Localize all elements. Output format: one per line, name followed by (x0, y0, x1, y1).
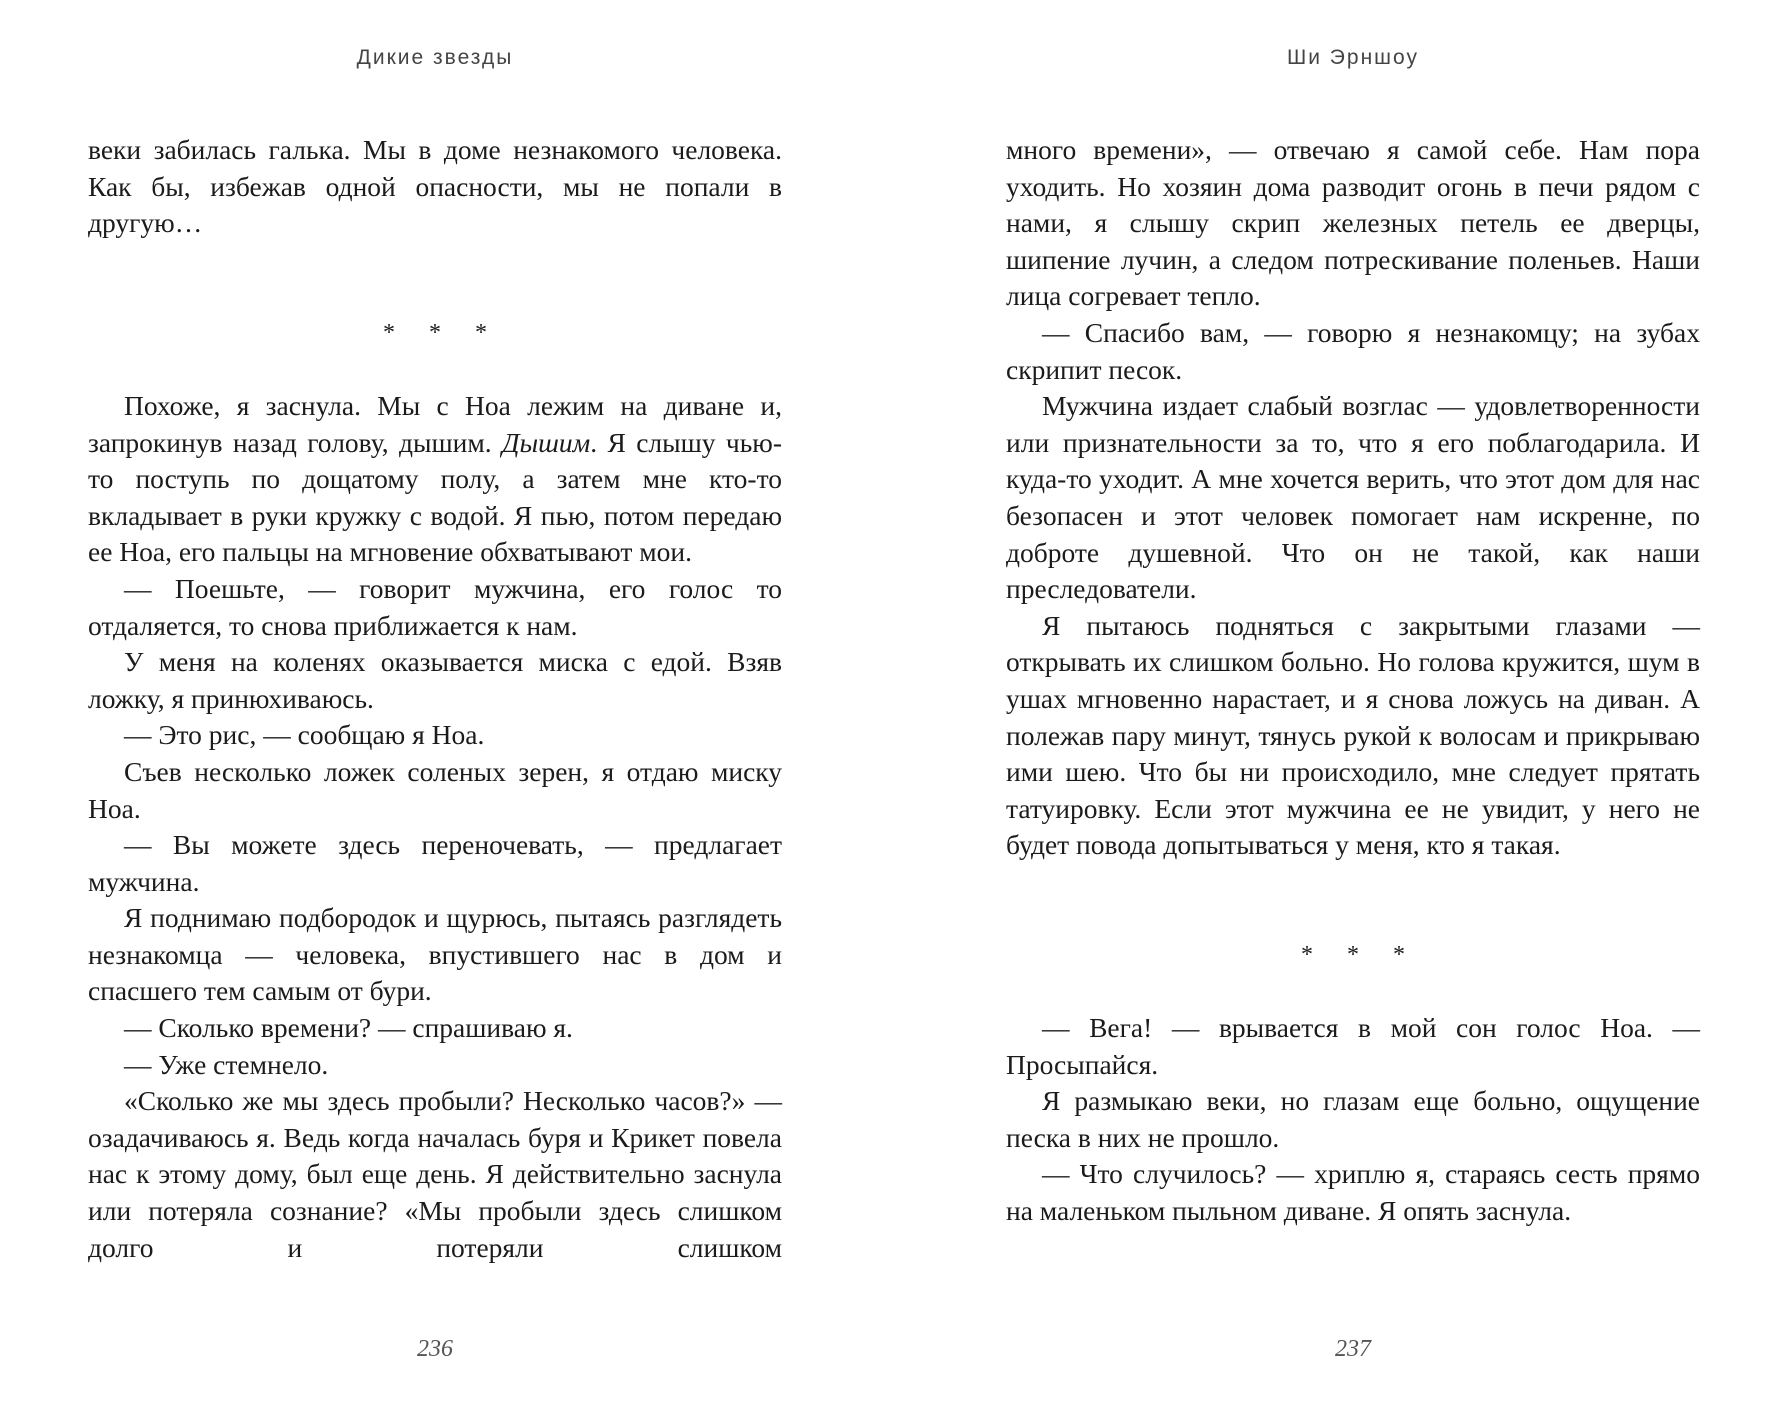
paragraph: Я размыкаю веки, но глазам еще больно, ощущение песка в них не прошло. (1006, 1085, 1700, 1153)
right-body-text (1006, 132, 1700, 1230)
emphasis: Дышим (502, 426, 591, 458)
left-running-head: Дикие звезды (356, 46, 514, 69)
paragraph: — Это рис, — сообщаю я Ноа. (124, 719, 485, 751)
paragraph: «Сколько же мы здесь пробыли? Несколько часов?» — озадачиваюсь я. Ведь когда началась буря и Крикет повела нас к этому дому, был еще день. Я действительно заснула или потеряла сознание? «Мы пробыли здесь слишком долго и потеряли слишком (88, 1085, 782, 1263)
right-page (1006, 0, 1700, 1420)
paragraph: — Спасибо вам, — говорю я незнакомцу; на зубах скрипит песок. (1006, 316, 1700, 385)
paragraph: Мужчина издает слабый возглас — удовлетворенности или признательности за то, что я его поблагодарила. И куда-то уходит. А мне хочется верить, что этот дом для нас безопасен и этот человек помогает нам искренне, по доброте душевной. Что он не такой, как наши преследователи. (1006, 390, 1700, 605)
right-page-number: 237 (1335, 1336, 1371, 1362)
paragraph: — Что случилось? — хриплю я, стараясь сесть прямо на маленьком пыльном диване. Я опять заснула. (1006, 1158, 1700, 1227)
paragraph: У меня на коленях оказывается миска с едой. Взяв ложку, я принюхиваюсь. (88, 646, 782, 714)
paragraph: — Вы можете здесь переночевать, — предлагает мужчина. (88, 829, 782, 897)
section-divider: * * * (383, 319, 501, 346)
paragraph: — Поешьте, — говорит мужчина, его голос то отдаляется, то снова приближается к нам. (88, 572, 782, 641)
left-page-number: 236 (417, 1336, 453, 1362)
left-page (88, 0, 782, 1420)
paragraph: Я поднимаю подбородок и щурюсь, пытаясь разглядеть незнакомца — человека, впустившего нас в дом и спасшего тем самым от бури. (88, 902, 782, 1007)
paragraph: много времени», — отвечаю я самой себе. Нам пора уходить. Но хозяин дома разводит огонь в печи рядом с нами, я слышу скрип железных петель ее дверцы, шипение лучин, а следом потрескивание поленьев. Наши лица согревает тепло. (1006, 134, 1700, 312)
paragraph: Похоже, я заснула. Мы с Ноа лежим на диване и, запрокинув назад голову, дышим. Дышим. Я слышу чью-то поступь по дощатому полу, а затем мне кто-то вкладывает в руки кружку с водой. Я пью, потом передаю ее Ноа, его пальцы на мгновение обхватывают мои. (88, 389, 782, 568)
paragraph: Съев несколько ложек соленых зерен, я отдаю миску Ноа. (88, 755, 782, 824)
left-body-text (88, 132, 782, 1266)
paragraph: — Вега! — врывается в мой сон голос Ноа. — Просыпайся. (1006, 1012, 1700, 1080)
section-divider: * * * (1301, 941, 1419, 968)
paragraph: Я пытаюсь подняться с закрытыми глазами — открывать их слишком больно. Но голова кружится, шум в ушах мгновенно нарастает, и я снова ложусь на диван. А полежав пару минут, тянусь рукой к волосам и прикрываю ими шею. Что бы ни происходило, мне следует прятать татуировку. Если этот мужчина ее не увидит, у него не будет повода допытываться у меня, кто я такая. (1006, 609, 1700, 861)
right-running-head: Ши Эрншоу (1287, 46, 1419, 69)
paragraph: веки забилась галька. Мы в доме незнакомого человека. Как бы, избежав одной опасности, мы не попали в другую… (88, 134, 782, 239)
paragraph: — Уже стемнело. (124, 1048, 329, 1080)
paragraph: — Сколько времени? — спрашиваю я. (124, 1012, 573, 1044)
